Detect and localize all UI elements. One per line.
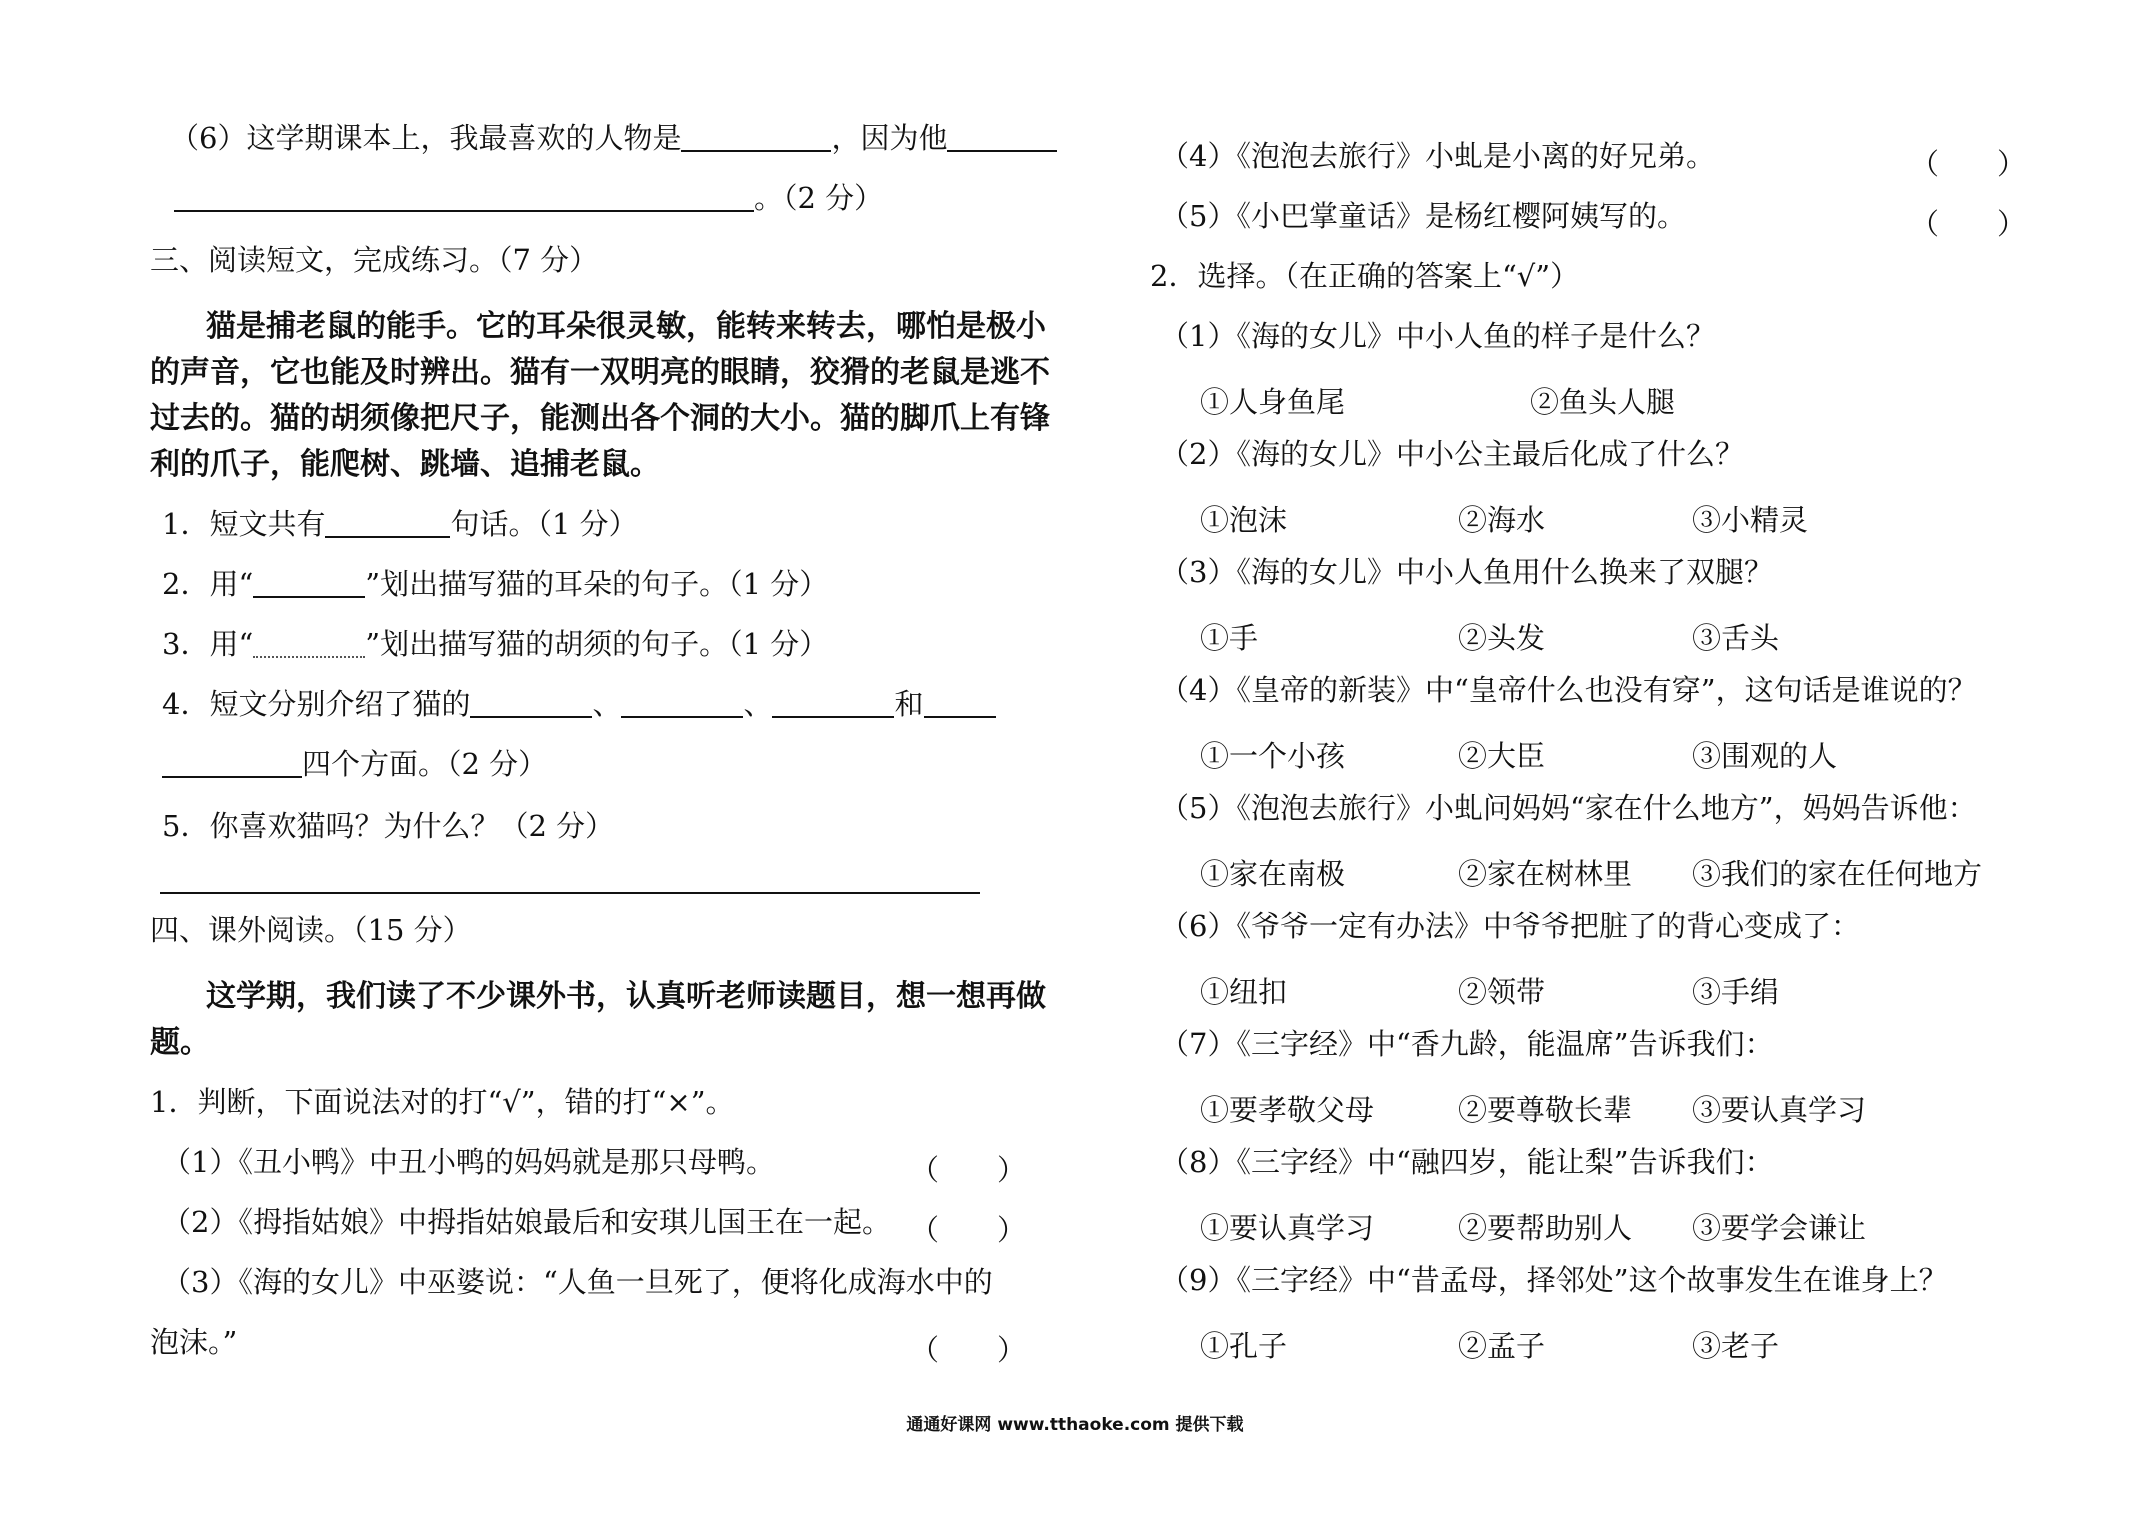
judge-item: （2）《拇指姑娘》中拇指姑娘最后和安琪儿国王在一起。 [162,1205,891,1239]
answer-blank[interactable] [772,690,894,718]
answer-parentheses[interactable]: （ ） [1910,147,2027,181]
choice-question: （6）《爷爷一定有办法》中爷爷把脏了的背心变成了： [1160,909,1860,943]
exercise-3-text: 3．用“ [162,627,254,661]
choice-question: （9）《三字经》中“昔孟母，择邻处”这个故事发生在谁身上？ [1160,1263,1948,1297]
passage-line: 利的爪子，能爬树、跳墙、追捕老鼠。 [150,447,660,482]
choice-option[interactable]: ①孔子 [1200,1329,1288,1363]
judge-item: （4）《泡泡去旅行》小虬是小离的好兄弟。 [1160,139,1715,173]
choice-option[interactable]: ②头发 [1458,621,1546,655]
choice-option[interactable]: ①要孝敬父母 [1200,1093,1375,1127]
answer-parentheses[interactable]: （ ） [910,1333,1027,1367]
choice-option[interactable]: ①家在南极 [1200,857,1346,891]
exercise-4 [162,687,996,721]
exercise-4-cont [162,747,548,781]
passage-line: 的声音，它也能及时辨出。猫有一双明亮的眼睛，狡猾的老鼠是逃不 [150,355,1050,390]
answer-blank[interactable] [947,124,1057,152]
separator: 、 [743,687,773,721]
exercise-1-text: 1．短文共有 [162,507,326,541]
exercise-1 [162,507,638,541]
question-6-end: 。（2 分） [754,181,884,215]
choice-option[interactable]: ②海水 [1458,503,1546,537]
section-4-intro: 题。 [150,1025,210,1060]
choice-option[interactable]: ①泡沫 [1200,503,1288,537]
answer-blank[interactable] [162,750,302,778]
exercise-1-text-2: 句话。（1 分） [450,507,638,541]
separator: 和 [894,687,924,721]
judge-item: （1）《丑小鸭》中丑小鸭的妈妈就是那只母鸭。 [162,1145,775,1179]
question-6-text-2: ，因为他 [831,121,948,155]
choice-option[interactable]: ①纽扣 [1200,975,1288,1009]
judge-item: （5）《小巴掌童话》是杨红樱阿姨写的。 [1160,199,1686,233]
choice-option[interactable]: ②孟子 [1458,1329,1546,1363]
question-6-text: （6）这学期课本上，我最喜欢的人物是 [170,121,682,155]
choice-option[interactable]: ①手 [1200,621,1259,655]
choice-option[interactable]: ②鱼头人腿 [1530,385,1676,419]
choice-option[interactable]: ①要认真学习 [1200,1211,1375,1245]
choice-option[interactable]: ③围观的人 [1692,739,1838,773]
choice-option[interactable]: ②领带 [1458,975,1546,1009]
question-6-cont [174,181,884,215]
choice-option[interactable]: ③老子 [1692,1329,1780,1363]
choice-question: （8）《三字经》中“融四岁，能让梨”告诉我们： [1160,1145,1774,1179]
answer-blank[interactable] [621,690,743,718]
choice-option[interactable]: ②大臣 [1458,739,1546,773]
passage-line: 猫是捕老鼠的能手。它的耳朵很灵敏，能转来转去，哪怕是极小 [206,309,1046,344]
choice-option[interactable]: ③要认真学习 [1692,1093,1867,1127]
exercise-2-text: 2．用“ [162,567,254,601]
choice-question: （2）《海的女儿》中小公主最后化成了什么？ [1160,437,1744,471]
answer-blank[interactable] [924,690,996,718]
exercise-3 [162,627,829,661]
exercise-5: 5．你喜欢猫吗？为什么？（2 分） [162,809,615,843]
exercise-4-end: 四个方面。（2 分） [302,747,548,781]
section-4-title: 四、课外阅读。（15 分） [150,913,472,947]
answer-parentheses[interactable]: （ ） [910,1153,1027,1187]
section-3-title: 三、阅读短文，完成练习。（7 分） [150,243,599,277]
judge-title: 1．判断，下面说法对的打“√”，错的打“×”。 [150,1085,735,1119]
answer-blank[interactable] [681,124,831,152]
answer-blank[interactable] [174,184,754,212]
choice-option[interactable]: ③手绢 [1692,975,1780,1009]
choice-question: （1）《海的女儿》中小人鱼的样子是什么？ [1160,319,1715,353]
choice-option[interactable]: ③小精灵 [1692,503,1809,537]
section-4-intro: 这学期，我们读了不少课外书，认真听老师读题目，想一想再做 [206,979,1046,1014]
answer-parentheses[interactable]: （ ） [1910,207,2027,241]
underline-sample [253,570,365,598]
choice-question: （4）《皇帝的新装》中“皇帝什么也没有穿”，这句话是谁说的？ [1160,673,1977,707]
wavy-underline-sample [253,630,365,658]
choice-option[interactable]: ①一个小孩 [1200,739,1346,773]
footer-source-text: 通通好课网 www.tthaoke.com 提供下载 [906,1415,1244,1435]
choice-title: 2．选择。（在正确的答案上“√”） [1150,259,1580,293]
exercise-3-text-2: ”划出描写猫的胡须的句子。（1 分） [365,627,829,661]
choice-option[interactable]: ①人身鱼尾 [1200,385,1346,419]
choice-question: （7）《三字经》中“香九龄，能温席”告诉我们： [1160,1027,1774,1061]
question-6 [170,121,1057,155]
choice-option[interactable]: ②家在树林里 [1458,857,1633,891]
choice-option[interactable]: ③我们的家在任何地方 [1692,857,1983,891]
exercise-2-text-2: ”划出描写猫的耳朵的句子。（1 分） [365,567,829,601]
exercise-4-text: 4．短文分别介绍了猫的 [162,687,471,721]
choice-option[interactable]: ②要帮助别人 [1458,1211,1633,1245]
separator: 、 [592,687,622,721]
judge-item-cont: 泡沫。” [150,1325,238,1359]
answer-line[interactable] [160,892,980,894]
answer-blank[interactable] [470,690,592,718]
choice-option[interactable]: ②要尊敬长辈 [1458,1093,1633,1127]
choice-question: （3）《海的女儿》中小人鱼用什么换来了双腿？ [1160,555,1773,589]
judge-item: （3）《海的女儿》中巫婆说：“人鱼一旦死了，便将化成海水中的 [162,1265,993,1299]
answer-blank[interactable] [325,510,450,538]
choice-question: （5）《泡泡去旅行》小虬问妈妈“家在什么地方”，妈妈告诉他： [1160,791,1977,825]
passage-line: 过去的。猫的胡须像把尺子，能测出各个洞的大小。猫的脚爪上有锋 [150,401,1050,436]
answer-parentheses[interactable]: （ ） [910,1213,1027,1247]
choice-option[interactable]: ③要学会谦让 [1692,1211,1867,1245]
choice-option[interactable]: ③舌头 [1692,621,1780,655]
exercise-2 [162,567,829,601]
